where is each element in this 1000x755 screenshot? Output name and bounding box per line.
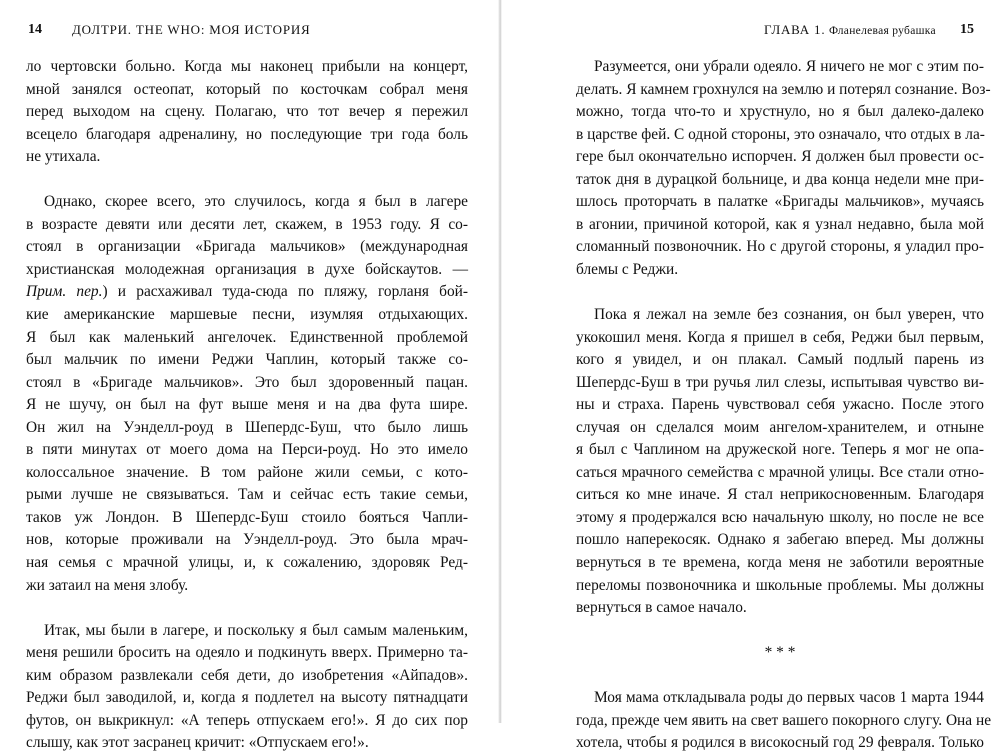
text-line: всецело благодаря адреналину, но последующие три года боль: [26, 125, 468, 143]
chapter-label: ГЛАВА 1.: [764, 22, 826, 37]
text-line: таков уж Лондон. В Шепердс-Буш стоило бояться Чапли-: [26, 508, 468, 526]
text-line: ны и страха. Парень чувствовал себя ужасно. После этого: [576, 396, 984, 414]
text-line: в царстве фей. С одной стороны, это означало, что отдых в ла-: [576, 125, 985, 143]
paragraph-gap: [576, 620, 984, 643]
chapter-title: Фланелевая рубашка: [828, 25, 936, 37]
text-line: перед выходом на сцену. Полагаю, что тот вечер я пережил: [26, 103, 468, 121]
right-page: [502, 0, 1000, 752]
text-line: в пяти минутах от моего дома на Перси-роуд. Но это имело: [26, 441, 468, 459]
right-body-text: [576, 56, 992, 755]
text-line: ло чертовски больно. Когда мы наконец прибыли на концерт,: [26, 58, 468, 75]
text-line: Прим. пер.) и расхаживал туда-сюда по пляжу, горланя бой-: [26, 283, 469, 301]
text-line: вернуться в те времена, когда меня не заботили вероятные: [576, 554, 984, 572]
text-line: футов, он выкрикнул: «А теперь отпускаем его!». Я до сих пор: [26, 711, 468, 729]
text-line: сломанный позвоночник. Но с другой стороны, я уладил про-: [576, 238, 984, 256]
right-page-number: 15: [960, 22, 974, 37]
text-line: укокошил меня. Когда я пришел в себя, Реджи был первым,: [576, 328, 984, 346]
text-line: блемы с Реджи.: [576, 260, 679, 278]
text-line: в возрасте девяти или десяти лет, скажем, в 1953 году. Я со-: [26, 215, 468, 233]
text-line: рыми лучше не связываться. Там и сейчас есть такие семьи,: [26, 486, 468, 504]
text-line: этому я продержался всю начальную школу, но после не все: [576, 508, 984, 526]
text-line: шлось проторчать в палатке «Бригады мальчиков», мучаясь: [576, 193, 984, 211]
text-line: можно, тогда что-то и хрустнуло, но я был далеко-далеко: [576, 103, 984, 121]
text-line: мной занялся остеопат, который по косточкам собрал меня: [26, 80, 468, 98]
text-line: Разумеется, они убрали одеяло. Я ничего не мог с этим по-: [594, 58, 984, 75]
left-body-text: [26, 56, 468, 755]
text-line: я был с Чаплином на дружеской ноге. Теперь я мог не опа-: [576, 441, 984, 459]
text-line: пошло наперекосяк. Однако я забегаю вперед. Мы должны: [576, 531, 984, 549]
text-line: нов, которые проживали на Уэнделл-роуд. Это была мрач-: [26, 531, 468, 549]
left-page: [0, 0, 498, 752]
text-line: хотела, чтобы я родился в високосный год 29 февраля. Только: [576, 734, 984, 752]
text-line: в агонии, причиной которой, как я узнал недавно, была мой: [576, 215, 984, 233]
text-line: стоял в «Бригаде мальчиков». Это был здоровенный пацан.: [26, 373, 468, 391]
left-running-head: ДОЛТРИ. THE WHO: МОЯ ИСТОРИЯ: [72, 22, 311, 37]
text-line: Однако, скорее всего, это случилось, когда я был в лагере: [44, 193, 468, 211]
paragraph-gap: [26, 169, 468, 192]
text-line: меня решили бросить на одеяло и подкинуть вверх. Примерно та-: [26, 644, 468, 662]
text-line: не утихала.: [26, 148, 101, 166]
text-line: Итак, мы были в лагере, и поскольку я был самым маленьким,: [44, 621, 468, 639]
text-line: Моя мама откладывала роды до первых часов 1 марта 1944: [594, 689, 984, 707]
text-line: Шепердс-Буш в три ручья лил слезы, испытывая чувство ви-: [576, 373, 984, 391]
section-break-asterisks: * * *: [764, 644, 796, 662]
right-running-head: [764, 22, 936, 38]
text-line: жи затаил на меня злобу.: [26, 576, 189, 594]
left-page-number: 14: [28, 22, 42, 37]
text-line: Я был как маленький ангелочек. Единственной проблемой: [26, 328, 468, 346]
text-line: христианская молодежная организация в духе бойскаутов. —: [26, 260, 468, 278]
text-line: ким образом развлекали себя дети, до изобретения «Айпадов».: [26, 666, 468, 684]
text-line: переломы позвоночника и школьные проблемы. Мы должны: [576, 576, 984, 594]
text-line: ная семья с мрачной улицы, и, к сожалению, здоровяк Ред-: [26, 554, 468, 572]
text-line: ситься ко мне иначе. Я стал неприкосновенным. Благодаря: [576, 486, 984, 504]
text-line: вернуться в самое начало.: [576, 599, 747, 617]
text-line: кого я увидел, и он плакал. Самый подлый парень из: [576, 351, 984, 369]
text-line: делать. Я камнем грохнулся на землю и потерял сознание. Воз-: [576, 80, 991, 98]
text-line: таток дня в дурацкой больнице, и два конца недели мне при-: [576, 170, 984, 188]
text-line: кие американские маршевые песни, изумляя отдыхающих.: [26, 306, 468, 324]
text-line: саться мрачного семейства с мрачной улицы. Все стали отно-: [576, 463, 984, 481]
text-line: стоял в организации «Бригада мальчиков» (международная: [26, 238, 468, 256]
text-line: гере был окончательно испорчен. Я должен был провести ос-: [576, 148, 984, 166]
translator-note-marker: Прим. пер.: [26, 283, 103, 301]
text-line: года, прежде чем явить на свет вашего покорного слугу. Она не: [576, 711, 992, 729]
paragraph-gap: [576, 281, 984, 304]
paragraph-gap: [576, 665, 984, 688]
text-line: Он жил на Уэнделл-роуд в Шепердс-Буш, что было лишь: [26, 418, 468, 436]
paragraph-gap: [26, 597, 468, 620]
text-line: Пока я лежал на земле без сознания, он был уверен, что: [594, 306, 984, 324]
text-line: Реджи был заводилой, и, когда я подлетел на высоту пятнадцати: [26, 689, 468, 707]
text-line: случая он сделался моим ангелом-хранителем, и отныне: [576, 418, 984, 436]
text-line: колоссальное значение. В том районе жили семьи, с кото-: [26, 463, 468, 481]
text-line: слышу, как этот засранец кричит: «Отпускаем его!».: [26, 734, 369, 752]
text-line: был мальчик по имени Реджи Чаплин, который также со-: [26, 351, 468, 369]
text-line: Я не шучу, он был на фут выше меня и на два фута шире.: [26, 396, 468, 414]
